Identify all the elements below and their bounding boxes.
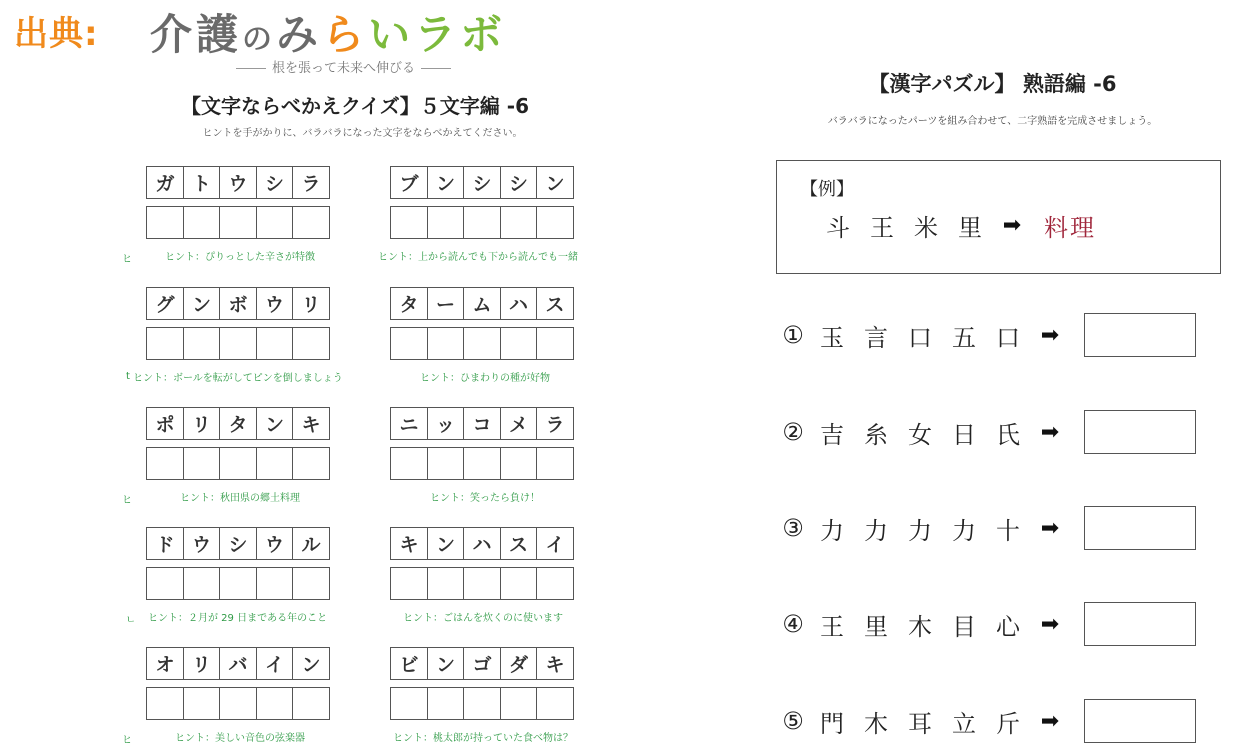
answer-tile[interactable] bbox=[183, 327, 221, 360]
arrow-icon: ➡ bbox=[1040, 515, 1060, 541]
letter-tile: タ bbox=[390, 287, 428, 320]
question-row bbox=[776, 602, 1196, 646]
letter-tiles bbox=[390, 166, 574, 199]
answer-tile[interactable] bbox=[390, 447, 428, 480]
kanji-part: 目 bbox=[952, 612, 976, 641]
kanji-part: 王 bbox=[870, 214, 894, 242]
answer-tile[interactable] bbox=[463, 687, 501, 720]
letter-tile: ン bbox=[183, 287, 221, 320]
arrow-icon: ➡ bbox=[1040, 419, 1060, 445]
answer-tile[interactable] bbox=[500, 447, 538, 480]
answer-tile[interactable] bbox=[427, 447, 465, 480]
letter-tile: キ bbox=[390, 527, 428, 560]
logo bbox=[150, 2, 506, 62]
logo-char: い bbox=[368, 10, 415, 59]
letter-tiles bbox=[146, 166, 330, 199]
right-sheet-instruction: バラバラになったパーツを組み合わせて、二字熟語を完成させましょう。 bbox=[827, 116, 1158, 127]
answer-tiles bbox=[146, 687, 330, 720]
letter-tile: コ bbox=[463, 407, 501, 440]
letter-tile: ラ bbox=[536, 407, 574, 440]
letter-tile: ボ bbox=[219, 287, 257, 320]
hint-text: ヒント：２月が 29 日まである年のこと bbox=[148, 613, 328, 624]
answer-tile[interactable] bbox=[219, 327, 257, 360]
answer-tile[interactable] bbox=[256, 206, 294, 239]
stray-mark: ヒ bbox=[122, 735, 132, 746]
letter-tile: バ bbox=[219, 647, 257, 680]
letter-tile: シ bbox=[219, 527, 257, 560]
kanji-part: 言 bbox=[864, 323, 888, 352]
kanji-part: 斤 bbox=[996, 709, 1020, 738]
letter-tile: ス bbox=[536, 287, 574, 320]
logo-char: ボ bbox=[460, 10, 507, 59]
example-answer: 料理 bbox=[1044, 214, 1096, 242]
question-number: ④ bbox=[782, 610, 804, 638]
kanji-part: 米 bbox=[914, 214, 938, 242]
kanji-part: 日 bbox=[952, 420, 976, 449]
letter-tile: キ bbox=[292, 407, 330, 440]
logo-char: ラ bbox=[414, 10, 461, 59]
answer-tile[interactable] bbox=[536, 327, 574, 360]
letter-tile: ウ bbox=[256, 287, 294, 320]
answer-tiles bbox=[146, 447, 330, 480]
answer-tile[interactable] bbox=[256, 327, 294, 360]
answer-tile[interactable] bbox=[427, 327, 465, 360]
example-row bbox=[816, 208, 1096, 243]
answer-tiles bbox=[146, 327, 330, 360]
answer-tiles bbox=[390, 447, 574, 480]
answer-tile[interactable] bbox=[146, 687, 184, 720]
answer-tile[interactable] bbox=[219, 447, 257, 480]
letter-tile: ム bbox=[463, 287, 501, 320]
hint-text: ヒント：ボールを転がしてピンを倒しましょう bbox=[133, 373, 343, 384]
letter-tile: ド bbox=[146, 527, 184, 560]
answer-tile[interactable] bbox=[146, 206, 184, 239]
answer-tile[interactable] bbox=[427, 687, 465, 720]
source-label: 出典: bbox=[14, 14, 99, 54]
answer-box[interactable] bbox=[1084, 313, 1196, 357]
letter-tiles bbox=[390, 527, 574, 560]
answer-tiles bbox=[390, 327, 574, 360]
letter-tile: リ bbox=[183, 407, 221, 440]
kanji-part: 王 bbox=[820, 612, 844, 641]
kanji-part: 門 bbox=[820, 709, 844, 738]
answer-tile[interactable] bbox=[536, 206, 574, 239]
letter-tile: リ bbox=[183, 647, 221, 680]
letter-tile: イ bbox=[256, 647, 294, 680]
letter-tile: ブ bbox=[390, 166, 428, 199]
letter-tile: シ bbox=[463, 166, 501, 199]
answer-tiles bbox=[390, 567, 574, 600]
hint-text: ヒント：笑ったら負け！ bbox=[430, 493, 540, 504]
letter-tile: ポ bbox=[146, 407, 184, 440]
answer-tile[interactable] bbox=[292, 447, 330, 480]
kanji-part: 立 bbox=[952, 709, 976, 738]
answer-tile[interactable] bbox=[146, 567, 184, 600]
kanji-part: 心 bbox=[996, 612, 1020, 641]
letter-tile: メ bbox=[500, 407, 538, 440]
kanji-part: 木 bbox=[864, 709, 888, 738]
letter-tile: イ bbox=[536, 527, 574, 560]
letter-tile: ガ bbox=[146, 166, 184, 199]
divider bbox=[421, 68, 451, 69]
kanji-part: 女 bbox=[908, 420, 932, 449]
answer-tile[interactable] bbox=[183, 447, 221, 480]
stray-mark: ヒ bbox=[122, 495, 132, 506]
answer-tile[interactable] bbox=[500, 206, 538, 239]
answer-tile[interactable] bbox=[463, 327, 501, 360]
answer-tile[interactable] bbox=[536, 447, 574, 480]
answer-tile[interactable] bbox=[463, 567, 501, 600]
answer-tile[interactable] bbox=[292, 206, 330, 239]
answer-tile[interactable] bbox=[146, 327, 184, 360]
hint-text: ヒント：美しい音色の弦楽器 bbox=[175, 733, 305, 744]
letter-tiles bbox=[390, 647, 574, 680]
arrow-icon: ➡ bbox=[1040, 708, 1060, 734]
answer-tile[interactable] bbox=[536, 687, 574, 720]
answer-tile[interactable] bbox=[536, 567, 574, 600]
letter-tile: ウ bbox=[183, 527, 221, 560]
question-row bbox=[776, 699, 1196, 743]
answer-tile[interactable] bbox=[390, 567, 428, 600]
answer-box[interactable] bbox=[1084, 506, 1196, 550]
hint-text: ヒント：ぴりっとした辛さが特徴 bbox=[165, 252, 315, 263]
kanji-part: 木 bbox=[908, 612, 932, 641]
answer-tile[interactable] bbox=[256, 687, 294, 720]
answer-tile[interactable] bbox=[463, 447, 501, 480]
left-sheet-title: 【文字ならべかえクイズ】５文字編 -6 bbox=[181, 94, 529, 118]
kanji-part: 口 bbox=[908, 323, 932, 352]
letter-tile: ハ bbox=[500, 287, 538, 320]
stray-mark: t bbox=[126, 371, 130, 382]
right-sheet-title: 【漢字パズル】 熟語編 -6 bbox=[868, 72, 1117, 96]
answer-tile[interactable] bbox=[292, 687, 330, 720]
letter-tile: ビ bbox=[390, 647, 428, 680]
answer-tiles bbox=[146, 567, 330, 600]
answer-tile[interactable] bbox=[427, 206, 465, 239]
kanji-part: 力 bbox=[820, 516, 844, 545]
arrow-icon: ➡ bbox=[1040, 611, 1060, 637]
kanji-part: 耳 bbox=[908, 709, 932, 738]
answer-tile[interactable] bbox=[390, 206, 428, 239]
hint-text: ヒント：ごはんを炊くのに使います bbox=[403, 613, 563, 624]
hint-text: ヒント：秋田県の郷土料理 bbox=[180, 493, 300, 504]
answer-tile[interactable] bbox=[146, 447, 184, 480]
example-label: 【例】 bbox=[800, 179, 854, 200]
kanji-part: 里 bbox=[958, 214, 982, 242]
question-row bbox=[776, 410, 1196, 454]
letter-tile: ル bbox=[292, 527, 330, 560]
letter-tile: ニ bbox=[390, 407, 428, 440]
letter-tile: ン bbox=[427, 527, 465, 560]
answer-tile[interactable] bbox=[183, 687, 221, 720]
kanji-part: 斗 bbox=[826, 214, 850, 242]
question-number: ① bbox=[782, 321, 804, 349]
letter-tile: グ bbox=[146, 287, 184, 320]
answer-tile[interactable] bbox=[219, 567, 257, 600]
question-number: ② bbox=[782, 418, 804, 446]
logo-char: 護 bbox=[196, 10, 243, 59]
letter-tile: ン bbox=[427, 166, 465, 199]
letter-tiles bbox=[146, 527, 330, 560]
kanji-part: 糸 bbox=[864, 420, 888, 449]
letter-tiles bbox=[146, 647, 330, 680]
letter-tile: ウ bbox=[219, 166, 257, 199]
answer-tiles bbox=[390, 687, 574, 720]
answer-tile[interactable] bbox=[390, 327, 428, 360]
letter-tile: ラ bbox=[292, 166, 330, 199]
letter-tiles bbox=[146, 287, 330, 320]
arrow-icon: ➡ bbox=[1002, 213, 1022, 238]
question-row bbox=[776, 506, 1196, 550]
letter-tile: ハ bbox=[463, 527, 501, 560]
letter-tile: ー bbox=[427, 287, 465, 320]
answer-box[interactable] bbox=[1084, 410, 1196, 454]
kanji-part: 十 bbox=[996, 516, 1020, 545]
letter-tile: ト bbox=[183, 166, 221, 199]
letter-tile: ウ bbox=[256, 527, 294, 560]
left-sheet-instruction: ヒントを手がかりに、バラバラになった文字をならべかえてください。 bbox=[202, 128, 523, 139]
letter-tile: シ bbox=[500, 166, 538, 199]
arrow-icon: ➡ bbox=[1040, 322, 1060, 348]
letter-tile: リ bbox=[292, 287, 330, 320]
letter-tile: キ bbox=[536, 647, 574, 680]
letter-tile: ン bbox=[256, 407, 294, 440]
kanji-part: 五 bbox=[952, 323, 976, 352]
stray-mark: ヒ bbox=[122, 254, 132, 265]
letter-tiles bbox=[390, 407, 574, 440]
logo-char: ら bbox=[322, 10, 369, 59]
kanji-part: 里 bbox=[864, 612, 888, 641]
answer-box[interactable] bbox=[1084, 602, 1196, 646]
letter-tile: タ bbox=[219, 407, 257, 440]
logo-char: の bbox=[242, 22, 277, 57]
letter-tile: ン bbox=[427, 647, 465, 680]
letter-tile: ゴ bbox=[463, 647, 501, 680]
answer-tile[interactable] bbox=[219, 206, 257, 239]
hint-text: ヒント：上から読んでも下から読んでも一緒 bbox=[378, 252, 578, 263]
kanji-part: 力 bbox=[864, 516, 888, 545]
answer-tile[interactable] bbox=[500, 687, 538, 720]
letter-tile: シ bbox=[256, 166, 294, 199]
kanji-part: 口 bbox=[996, 323, 1020, 352]
answer-tile[interactable] bbox=[183, 567, 221, 600]
question-row bbox=[776, 313, 1196, 357]
letter-tile: オ bbox=[146, 647, 184, 680]
answer-tile[interactable] bbox=[292, 567, 330, 600]
hint-text: ヒント：ひまわりの種が好物 bbox=[420, 373, 550, 384]
answer-tile[interactable] bbox=[463, 206, 501, 239]
answer-tile[interactable] bbox=[500, 567, 538, 600]
answer-tile[interactable] bbox=[256, 447, 294, 480]
tagline bbox=[230, 57, 457, 76]
answer-tile[interactable] bbox=[183, 206, 221, 239]
answer-box[interactable] bbox=[1084, 699, 1196, 743]
logo-char: み bbox=[276, 10, 323, 59]
kanji-part: 力 bbox=[908, 516, 932, 545]
kanji-part: 氏 bbox=[996, 420, 1020, 449]
answer-tile[interactable] bbox=[256, 567, 294, 600]
letter-tile: ッ bbox=[427, 407, 465, 440]
letter-tile: ダ bbox=[500, 647, 538, 680]
kanji-part: 玉 bbox=[820, 323, 844, 352]
answer-tiles bbox=[146, 206, 330, 239]
tagline-text: 根を張って未来へ伸びる bbox=[272, 61, 416, 76]
logo-char: 介 bbox=[150, 10, 197, 59]
letter-tile: ン bbox=[536, 166, 574, 199]
letter-tile: ス bbox=[500, 527, 538, 560]
stray-mark: ㄴ bbox=[126, 615, 136, 626]
divider bbox=[236, 68, 266, 69]
answer-tile[interactable] bbox=[219, 687, 257, 720]
letter-tiles bbox=[390, 287, 574, 320]
kanji-part: 力 bbox=[952, 516, 976, 545]
answer-tile[interactable] bbox=[390, 687, 428, 720]
answer-tiles bbox=[390, 206, 574, 239]
answer-tile[interactable] bbox=[427, 567, 465, 600]
letter-tile: ン bbox=[292, 647, 330, 680]
hint-text: ヒント：桃太郎が持っていた食べ物は？ bbox=[393, 733, 573, 744]
answer-tile[interactable] bbox=[292, 327, 330, 360]
question-number: ③ bbox=[782, 514, 804, 542]
kanji-part: 吉 bbox=[820, 420, 844, 449]
letter-tiles bbox=[146, 407, 330, 440]
question-number: ⑤ bbox=[782, 707, 804, 735]
answer-tile[interactable] bbox=[500, 327, 538, 360]
